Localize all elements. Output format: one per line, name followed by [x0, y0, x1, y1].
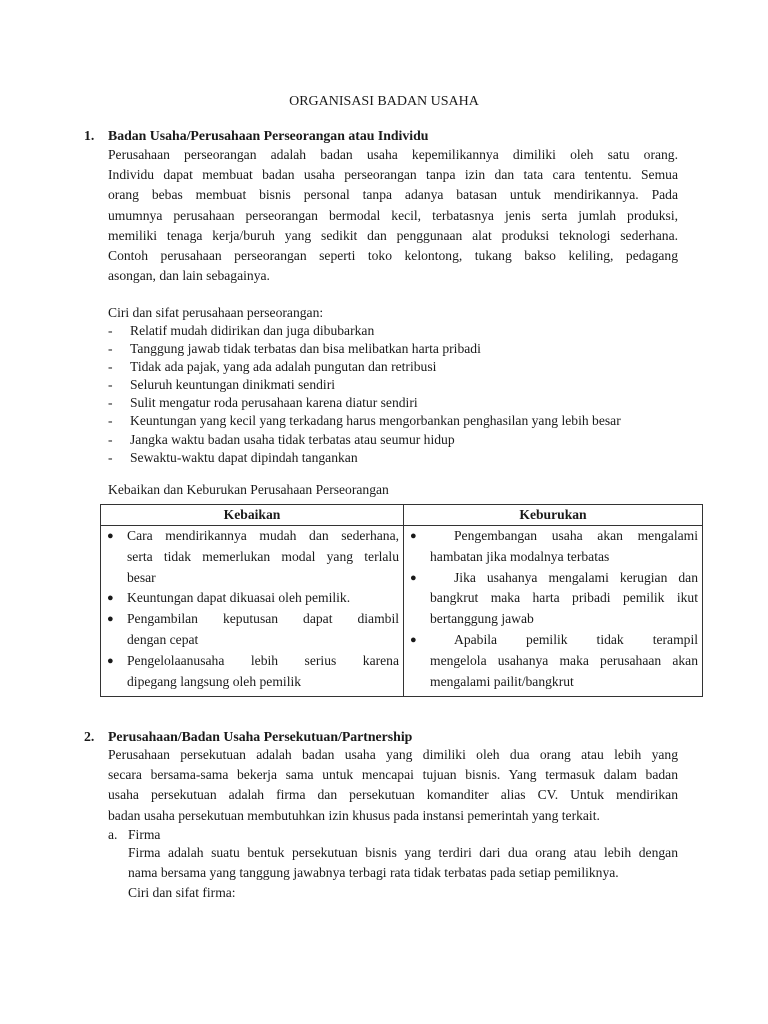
list-item: - Relatif mudah didirikan dan juga dibubarkan	[108, 323, 375, 338]
bullet-icon: ●	[107, 592, 114, 605]
list-item: - Jangka waktu badan usaha tidak terbatas atau seumur hidup	[108, 431, 455, 447]
paragraph-line: secara bersama-sama bekerja sama untuk mencapai tujuan bisnis. Yang termasuk dalam badan	[108, 767, 678, 783]
paragraph-line: badan usaha persekutuan membutuhkan izin khusus pada instansi pemerintah yang terkait.	[108, 807, 600, 823]
list-item: ● Pengembangan usaha akan mengalami hambatan jika modalnya terbatas	[410, 528, 698, 564]
paragraph-line: Perusahaan persekutuan adalah badan usaha yang dimiliki oleh dua orang atau lebih yang	[108, 747, 678, 762]
subsection-a-paragraph	[128, 843, 678, 883]
list-item: - Tidak ada pajak, yang ada adalah pungutan dan retribusi	[108, 359, 437, 375]
firma-traits-title: Ciri dan sifat firma:	[128, 885, 236, 900]
paragraph-line: orang bebas membuat bisnis personal tanpa adanya batasan untuk mendirikannya. Pada	[108, 187, 678, 203]
comparison-table	[100, 504, 703, 697]
section-2-paragraph	[108, 745, 678, 826]
subsection-a-label: a.	[108, 827, 118, 842]
list-item: - Seluruh keuntungan dinikmati sendiri	[108, 377, 336, 393]
paragraph-line: Individu dapat membuat badan usaha perseorangan tanpa izin dan tata cara tententu. Semua	[108, 167, 678, 183]
table-header-disadvantages: Keburukan	[404, 505, 703, 526]
paragraph-line: usaha persekutuan adalah firma dan persekutuan komanditer alias CV. Untuk mendirikan	[108, 787, 678, 803]
list-item: ● Jika usahanya mengalami kerugian dan bangkrut maka harta pribadi pemilik ikut bertanggung jawab	[410, 569, 698, 627]
list-item: - Sewaktu-waktu dapat dipindah tangankan	[108, 449, 358, 465]
list-item: - Keuntungan yang kecil yang terkadang harus mengorbankan penghasilan yang lebih besar	[108, 413, 621, 429]
bullet-icon: ●	[410, 571, 417, 584]
paragraph-line: Firma adalah suatu bentuk persekutuan bisnis yang terdiri dari dua orang atau lebih dengan	[128, 845, 678, 860]
table-header-advantages: Kebaikan	[101, 505, 404, 526]
paragraph-line: memiliki tenaga kerja/buruh yang sedikit dan penggunaan alat produksi teknologi sederhana.	[108, 227, 678, 243]
subsection-a-title: Firma	[128, 827, 161, 842]
section-1-heading	[84, 126, 428, 146]
bullet-icon: ●	[107, 530, 114, 542]
bullet-icon: ●	[107, 613, 114, 626]
list-item: ● Keuntungan dapat dikuasai oleh pemilik.	[105, 588, 399, 609]
bullet-icon: ●	[107, 654, 114, 667]
paragraph-line: asongan, dan lain sebagainya.	[108, 268, 270, 284]
traits-title: Ciri dan sifat perusahaan perseorangan:	[108, 305, 324, 320]
section-1-title: Badan Usaha/Perusahaan Perseorangan atau Individu	[108, 128, 429, 143]
traits-list	[108, 322, 688, 467]
list-item: ● Apabila pemilik tidak terampil mengelola usahanya maka perusahaan akan mengalami pailit/bangkrut	[410, 631, 698, 689]
advantages-cell	[101, 526, 404, 697]
advantages-list	[105, 526, 399, 692]
paragraph-line: Contoh perusahaan perseorangan seperti toko kelontong, tukang bakso keliling, pedagang	[108, 248, 678, 264]
section-2-number: 2.	[84, 729, 95, 744]
list-item: ● Pengelolaanusaha lebih serius karena dipegang langsung oleh pemilik	[107, 652, 399, 689]
list-item: - Sulit mengatur roda perusahaan karena diatur sendiri	[108, 395, 418, 411]
table-caption: Kebaikan dan Keburukan Perusahaan Perseorangan	[108, 482, 389, 497]
section-1-paragraph	[108, 145, 678, 286]
paragraph-line: Perusahaan perseorangan adalah badan usaha kepemilikannya dimiliki oleh satu orang.	[108, 147, 678, 162]
bullet-icon: ●	[410, 633, 417, 646]
paragraph-line: umumnya perusahaan perseorangan bermodal kecil, terbatasnya jenis serta jumlah produksi,	[108, 207, 678, 223]
section-2-title: Perusahaan/Badan Usaha Persekutuan/Partnership	[108, 729, 413, 744]
section-1-number: 1.	[84, 128, 95, 143]
disadvantages-cell	[404, 526, 703, 697]
disadvantages-list	[408, 526, 698, 692]
bullet-icon: ●	[410, 530, 417, 542]
paragraph-line: nama bersama yang tanggung jawabnya terbagi rata tidak terbatas pada setiap pemiliknya.	[128, 865, 619, 881]
list-item: - Tanggung jawab tidak terbatas dan bisa melibatkan harta pribadi	[108, 341, 481, 357]
list-item: ● Cara mendirikannya mudah dan sederhana, serta tidak memerlukan modal yang terlalu besar	[107, 528, 399, 585]
document-title: ORGANISASI BADAN USAHA	[289, 94, 479, 109]
list-item: ● Pengambilan keputusan dapat diambil dengan cepat	[107, 611, 399, 647]
